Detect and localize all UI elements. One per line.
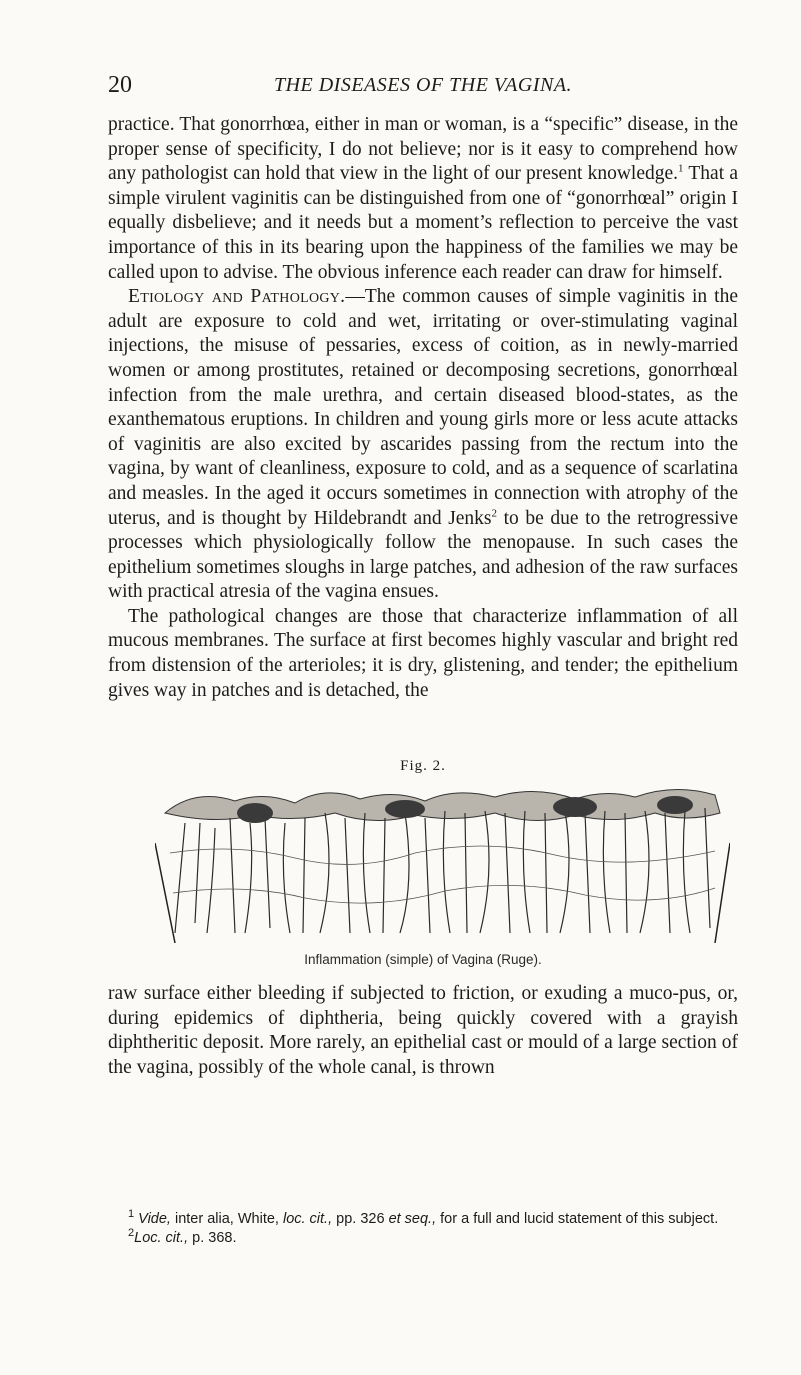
figure-caption: Inflammation (simple) of Vagina (Ruge). bbox=[304, 952, 542, 967]
section-heading-etiology: Etiology and Pathology. bbox=[128, 286, 346, 308]
body-text-top bbox=[108, 113, 738, 703]
footnote-ref-1: 1 bbox=[678, 162, 684, 175]
page-header bbox=[108, 72, 738, 108]
figure-label: Fig. 2. bbox=[400, 758, 446, 774]
paragraph-continued: raw surface either bleeding if subjected to friction, or exuding a muco-pus, or, during epidemics of diphtheria, being quickly covered with a grayish diphtheritic deposit. More rarely, an epithelial cast or mould of a large section of the vagina, possibly of the whole canal, is thrown bbox=[108, 983, 738, 1078]
paragraph-pathology: The pathological changes are those that characterize inflammation of all mucous membranes. The surface at first becomes highly vascular and bright red from distension of the arterioles; it is dry, glistening, and tender; the epithelium gives way in patches and is detached, the bbox=[108, 605, 738, 701]
footnote-1: $^1$ Vide, inter alia, White, loc. cit., pp. 326 et seq., for a full and lucid statement of this subject. bbox=[128, 1208, 719, 1227]
paragraph-etiology: Etiology and Pathology.—The common causes of simple vaginitis in the adult are exposure to cold and wet, irritating or over-stimulating vaginal injections, the misuse of pessaries, excess of coition, as in newly-married women or among prostitutes, retained or decomposing secretions, gonorrhœal infection from the male urethra, and certain diseased blood-states, as the exanthematous eruptions. In children and young girls more or less acute attacks of vaginitis are also excited by ascarides passing from the rectum into the vagina, by want of cleanliness, exposure to cold, and as a sequence of scarlatina and measles. In the aged it occurs sometimes in connection with atrophy of the uterus, and is thought by Hildebrandt and Jenks$^2$ to be due to the retrogressive processes which physiologically follow the menopause. In such cases the epithelium sometimes sloughs in large patches, and adhesion of the raw surfaces with practical atresia of the vagina ensues. bbox=[108, 286, 738, 603]
body-text-bottom bbox=[108, 982, 738, 1080]
histology-engraving bbox=[155, 783, 730, 943]
running-title: THE DISEASES OF THE VAGINA. bbox=[273, 74, 573, 96]
footnote-2: $^2$Loc. cit., p. 368. bbox=[128, 1227, 237, 1246]
footnote-ref-2: 2 bbox=[491, 507, 498, 519]
page-number: 20 bbox=[108, 72, 132, 98]
paragraph-gonorrhoea: practice. That gonorrhœa, either in man or woman, is a “specific” disease, in the proper sense of specificity, I do not believe; nor is it easy to comprehend how any pathologist can hold that view in the light of our present knowledge.$^1$ That a simple virulent vaginitis can be distinguished from one of “gonorrhœal” origin I equally disbelieve; and it needs but a moment’s reflection to perceive the vast importance of this in its bearing upon the happiness of the families we may be called upon to advise. The obvious inference each reader can draw for himself. bbox=[108, 114, 739, 283]
footnotes bbox=[108, 1210, 738, 1248]
figure-illustration bbox=[155, 783, 730, 943]
